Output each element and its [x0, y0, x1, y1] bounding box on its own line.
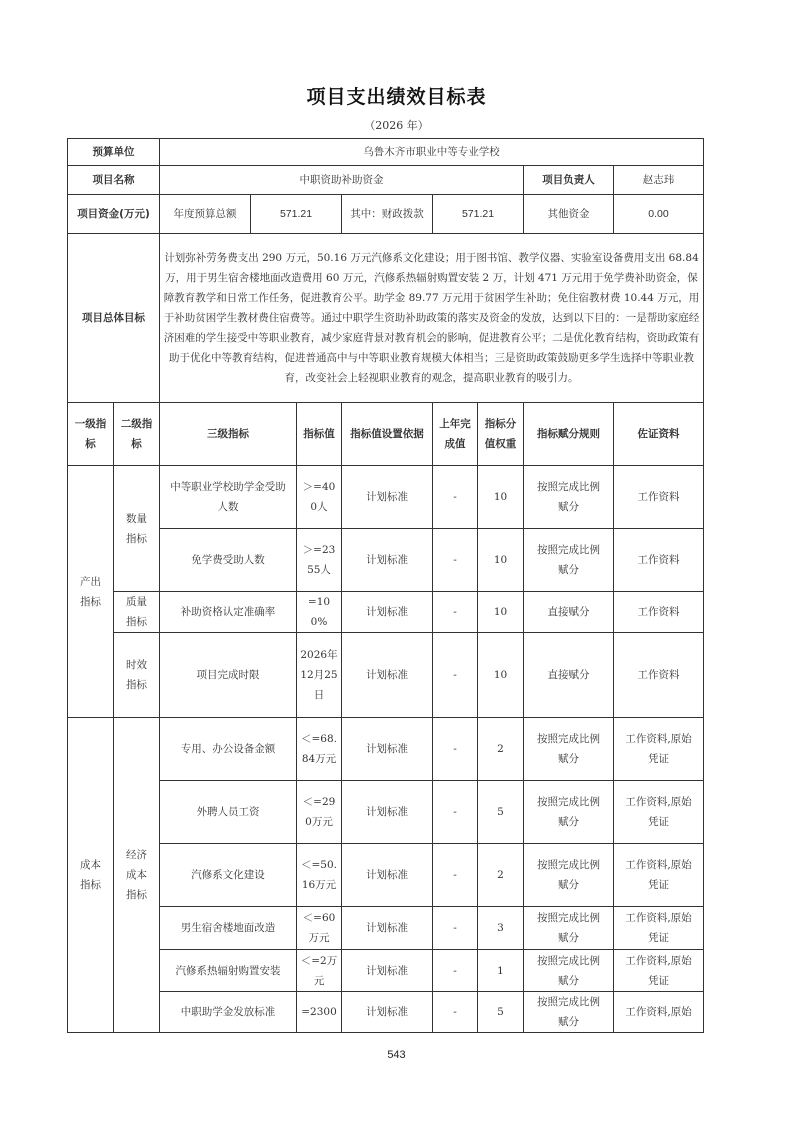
scoring-rule: 按照完成比例赋分 — [524, 950, 614, 992]
year-note: （2026 年） — [364, 119, 429, 132]
indicator-value: 2026年12月25日 — [297, 633, 342, 718]
indicator-row — [68, 907, 704, 950]
level1-indicator: 产出指标 — [68, 466, 114, 718]
indicator-name: 补助资格认定准确率 — [160, 592, 297, 633]
scoring-rule: 直接赋分 — [524, 592, 614, 633]
evidence-material: 工作资料,原始凭证 — [614, 950, 704, 992]
indicator-weight: 3 — [478, 907, 524, 950]
performance-target-table — [67, 138, 704, 1033]
indicator-basis: 计划标准 — [342, 718, 433, 781]
evidence-material: 工作资料 — [614, 466, 704, 529]
indicator-basis: 计划标准 — [342, 781, 433, 844]
level2-indicator: 质量指标 — [114, 592, 160, 633]
scoring-rule: 按照完成比例赋分 — [524, 844, 614, 907]
col-header-evidence: 佐证资料 — [614, 403, 704, 466]
indicator-row — [68, 992, 704, 1033]
level2-indicator: 时效指标 — [114, 633, 160, 718]
project-funds-row — [68, 195, 704, 234]
col-header-last-year: 上年完成值 — [433, 403, 478, 466]
indicator-basis: 计划标准 — [342, 633, 433, 718]
project-name-label: 项目名称 — [68, 166, 160, 195]
level2-indicator: 数量指标 — [114, 466, 160, 592]
indicator-value: ＜=2万元 — [297, 950, 342, 992]
indicator-name: 免学费受助人数 — [160, 529, 297, 592]
indicator-value: ＜=290万元 — [297, 781, 342, 844]
indicator-basis: 计划标准 — [342, 844, 433, 907]
last-year-value: - — [433, 592, 478, 633]
indicator-basis: 计划标准 — [342, 950, 433, 992]
indicator-weight: 10 — [478, 529, 524, 592]
indicator-weight: 2 — [478, 718, 524, 781]
indicator-basis: 计划标准 — [342, 592, 433, 633]
col-header-weight: 指标分值权重 — [478, 403, 524, 466]
document-title: 项目支出绩效目标表 — [306, 86, 487, 108]
indicator-weight: 5 — [478, 992, 524, 1033]
indicator-row — [68, 844, 704, 907]
scoring-rule: 按照完成比例赋分 — [524, 718, 614, 781]
project-leader-value: 赵志玮 — [614, 166, 704, 195]
budget-unit-label: 预算单位 — [68, 139, 160, 166]
indicator-row — [68, 950, 704, 992]
indicator-name: 男生宿舍楼地面改造 — [160, 907, 297, 950]
last-year-value: - — [433, 529, 478, 592]
indicator-name: 中职助学金发放标准 — [160, 992, 297, 1033]
indicator-row — [68, 781, 704, 844]
col-header-value: 指标值 — [297, 403, 342, 466]
overall-goal-text: 计划弥补劳务费支出 290 万元，50.16 万元汽修系文化建设；用于图书馆、教学仪器、实验室设备费用支出 68.84 万，用于男生宿舍楼地面改造费用 60 万元，汽修系热辐射购置安装 2 万，计划 471 万元用于免学费补助资金，保障教育教学和日常工作任务，促进教育公平。助学金 89.77 万元用于贫困学生补助；免住宿教材费 10.44 万元，用于补助贫困学生教材费住宿费等。通过中职学生资助补助政策的落实及资金的发放，达到以下目的：一是帮助家庭经济困难的学生接受中等职业教育，减少家庭背景对教育机会的影响，促进教育公平；二是优化教育结构，资助政策有助于优化中等教育结构，促进普通高中与中等职业教育规模大体相当；三是资助政策鼓励更多学生选择中等职业教育，改变社会上轻视职业教育的观念，提高职业教育的吸引力。 — [160, 234, 704, 403]
indicator-row — [68, 592, 704, 633]
level1-indicator: 成本指标 — [68, 718, 114, 1033]
last-year-value: - — [433, 992, 478, 1033]
indicator-basis: 计划标准 — [342, 992, 433, 1033]
evidence-material: 工作资料 — [614, 592, 704, 633]
evidence-material: 工作资料,原始凭证 — [614, 907, 704, 950]
last-year-value: - — [433, 950, 478, 992]
last-year-value: - — [433, 633, 478, 718]
indicator-header-row — [68, 403, 704, 466]
fiscal-label: 其中：财政拨款 — [342, 195, 433, 234]
indicator-weight: 5 — [478, 781, 524, 844]
indicator-value: ＜=60万元 — [297, 907, 342, 950]
indicator-name: 中等职业学校助学金受助人数 — [160, 466, 297, 529]
indicator-weight: 10 — [478, 592, 524, 633]
evidence-material: 工作资料,原始凭证 — [614, 718, 704, 781]
scoring-rule: 按照完成比例赋分 — [524, 992, 614, 1033]
scoring-rule: 按照完成比例赋分 — [524, 907, 614, 950]
project-leader-label: 项目负责人 — [524, 166, 614, 195]
project-name-value: 中职资助补助资金 — [160, 166, 524, 195]
level2-indicator: 经济成本指标 — [114, 718, 160, 1033]
col-header-rule: 指标赋分规则 — [524, 403, 614, 466]
last-year-value: - — [433, 907, 478, 950]
last-year-value: - — [433, 844, 478, 907]
col-header-level2: 二级指标 — [114, 403, 160, 466]
evidence-material: 工作资料,原始凭证 — [614, 844, 704, 907]
indicator-name: 汽修系文化建设 — [160, 844, 297, 907]
last-year-value: - — [433, 466, 478, 529]
indicator-value: =2300 — [297, 992, 342, 1033]
col-header-basis: 指标值设置依据 — [342, 403, 433, 466]
indicator-value: ＞=2355人 — [297, 529, 342, 592]
indicator-row — [68, 718, 704, 781]
project-name-row — [68, 166, 704, 195]
scoring-rule: 直接赋分 — [524, 633, 614, 718]
indicator-basis: 计划标准 — [342, 907, 433, 950]
evidence-material: 工作资料 — [614, 633, 704, 718]
indicator-value: ＞=400人 — [297, 466, 342, 529]
budget-unit-value: 乌鲁木齐市职业中等专业学校 — [160, 139, 704, 166]
annual-budget-label: 年度预算总额 — [160, 195, 251, 234]
budget-unit-row — [68, 139, 704, 166]
indicator-row — [68, 529, 704, 592]
indicator-name: 外聘人员工资 — [160, 781, 297, 844]
other-funds-value: 0.00 — [614, 195, 704, 234]
indicator-weight: 10 — [478, 466, 524, 529]
indicator-value: ＜=50.16万元 — [297, 844, 342, 907]
indicator-value: ＜=68.84万元 — [297, 718, 342, 781]
indicator-weight: 10 — [478, 633, 524, 718]
annual-budget-value: 571.21 — [251, 195, 342, 234]
col-header-level1: 一级指标 — [68, 403, 114, 466]
scoring-rule: 按照完成比例赋分 — [524, 466, 614, 529]
fiscal-value: 571.21 — [433, 195, 524, 234]
indicator-name: 项目完成时限 — [160, 633, 297, 718]
col-header-level3: 三级指标 — [160, 403, 297, 466]
overall-goal-label: 项目总体目标 — [68, 234, 160, 403]
evidence-material: 工作资料,原始 — [614, 992, 704, 1033]
indicator-value: =100% — [297, 592, 342, 633]
indicator-name: 汽修系热辐射购置安装 — [160, 950, 297, 992]
funds-label: 项目资金(万元) — [68, 195, 160, 234]
indicator-weight: 1 — [478, 950, 524, 992]
indicator-basis: 计划标准 — [342, 466, 433, 529]
page-number: 543 — [387, 1049, 406, 1061]
last-year-value: - — [433, 781, 478, 844]
overall-goal-row — [68, 234, 704, 403]
indicator-name: 专用、办公设备金额 — [160, 718, 297, 781]
evidence-material: 工作资料 — [614, 529, 704, 592]
indicator-row — [68, 633, 704, 718]
evidence-material: 工作资料,原始凭证 — [614, 781, 704, 844]
scoring-rule: 按照完成比例赋分 — [524, 781, 614, 844]
last-year-value: - — [433, 718, 478, 781]
indicator-row — [68, 466, 704, 529]
indicator-weight: 2 — [478, 844, 524, 907]
indicator-basis: 计划标准 — [342, 529, 433, 592]
scoring-rule: 按照完成比例赋分 — [524, 529, 614, 592]
other-funds-label: 其他资金 — [524, 195, 614, 234]
